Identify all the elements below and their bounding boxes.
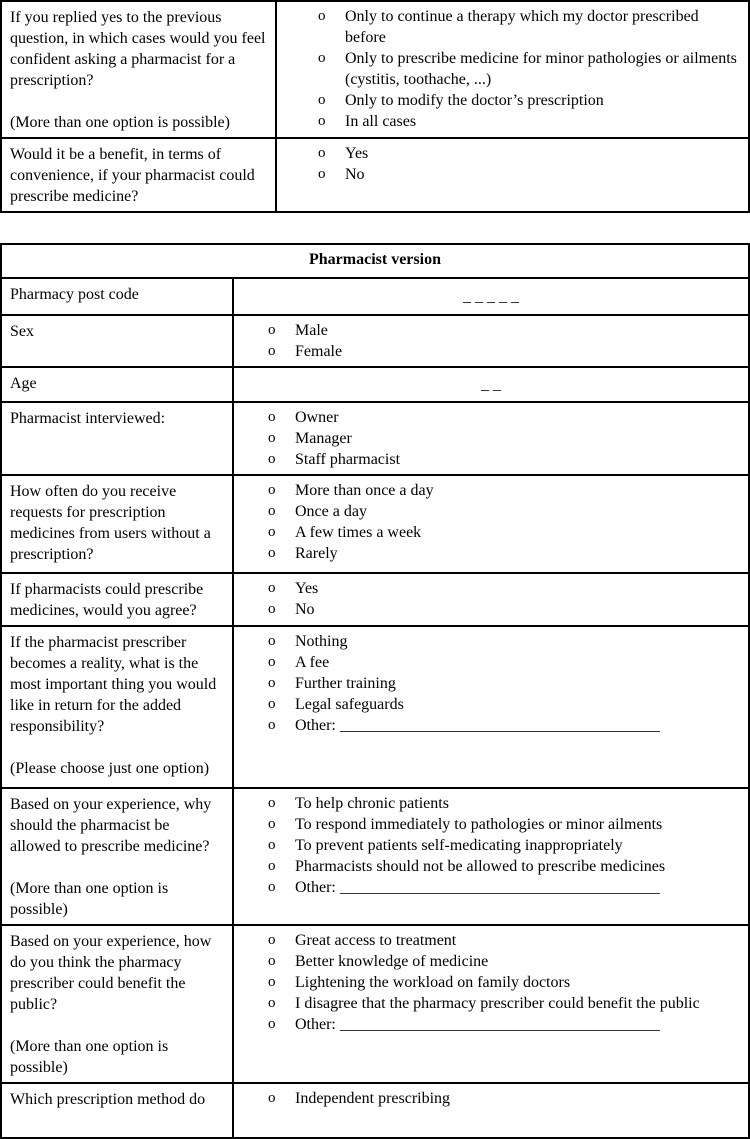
answer-option	[318, 48, 742, 90]
option-label: In all cases	[345, 113, 417, 130]
option-label: Manager	[295, 430, 352, 447]
option-label: No	[295, 601, 315, 618]
radio-bullet-icon: o	[268, 837, 276, 853]
question-text: Pharmacist interviewed:	[10, 410, 166, 427]
question-cell	[1, 573, 233, 626]
question-cell	[1, 788, 233, 925]
options-cell	[233, 315, 749, 367]
radio-bullet-icon: o	[268, 953, 276, 969]
question-note: (More than one option is possible)	[10, 1038, 169, 1076]
table-row	[1, 573, 749, 626]
answer-option	[268, 856, 742, 877]
answer-option	[268, 428, 742, 449]
radio-bullet-icon: o	[268, 601, 276, 617]
question-cell	[1, 925, 233, 1083]
radio-bullet-icon: o	[268, 430, 276, 446]
radio-bullet-icon: o	[268, 717, 276, 733]
question-cell	[1, 1, 276, 138]
answer-option	[268, 543, 742, 564]
table-row	[1, 278, 749, 315]
option-label: I disagree that the pharmacy prescriber could benefit the public	[295, 995, 700, 1012]
table-row	[1, 138, 749, 212]
radio-bullet-icon: o	[268, 1016, 276, 1032]
option-label: Nothing	[295, 633, 348, 650]
options-cell	[233, 788, 749, 925]
radio-bullet-icon: o	[268, 482, 276, 498]
radio-bullet-icon: o	[268, 545, 276, 561]
answer-option	[268, 793, 742, 814]
table-row	[1, 402, 749, 475]
option-label: No	[345, 166, 365, 183]
radio-bullet-icon: o	[268, 696, 276, 712]
question-text: If pharmacists could prescribe medicines, would you agree?	[10, 581, 204, 619]
option-label: Yes	[345, 145, 369, 162]
option-label: Pharmacists should not be allowed to prescribe medicines	[295, 858, 666, 875]
table-header-row	[1, 244, 749, 278]
answer-option	[268, 449, 742, 470]
question-text: Which prescription method do	[10, 1091, 206, 1108]
question-cell	[1, 1083, 233, 1138]
radio-bullet-icon: o	[268, 503, 276, 519]
question-cell	[1, 402, 233, 475]
option-label: Only to modify the doctor’s prescription	[345, 92, 604, 109]
table-row	[1, 315, 749, 367]
radio-bullet-icon: o	[268, 858, 276, 874]
question-text: Based on your experience, why should the pharmacist be allowed to prescribe medicine?	[10, 796, 212, 855]
options-cell	[233, 573, 749, 626]
option-label: Better knowledge of medicine	[295, 953, 489, 970]
radio-bullet-icon: o	[268, 1090, 276, 1106]
option-label: Staff pharmacist	[295, 451, 401, 468]
option-label: To prevent patients self-medicating inappropriately	[295, 837, 623, 854]
option-label: To help chronic patients	[295, 795, 449, 812]
answer-option	[318, 143, 742, 164]
option-label: Yes	[295, 580, 319, 597]
question-text: Would it be a benefit, in terms of convenience, if your pharmacist could prescribe medicine?	[10, 146, 255, 205]
answer-option	[268, 930, 742, 951]
answer-option	[318, 90, 742, 111]
table-title: Pharmacist version	[1, 244, 749, 278]
answer-option	[268, 480, 742, 501]
answer-option	[268, 320, 742, 341]
answer-cell	[233, 278, 749, 315]
radio-bullet-icon: o	[268, 995, 276, 1011]
answer-option	[268, 694, 742, 715]
table-row	[1, 626, 749, 788]
answer-option	[268, 877, 742, 898]
option-label: Other: ________________________________________	[295, 1016, 660, 1033]
radio-bullet-icon: o	[268, 675, 276, 691]
table-row	[1, 1083, 749, 1138]
table-row	[1, 1, 749, 138]
options-cell	[233, 925, 749, 1083]
option-label: Legal safeguards	[295, 696, 404, 713]
question-text: Sex	[10, 323, 34, 340]
radio-bullet-icon: o	[268, 795, 276, 811]
question-text: Based on your experience, how do you think the pharmacy prescriber could benefit the public?	[10, 933, 212, 1013]
answer-option	[268, 835, 742, 856]
question-cell	[1, 278, 233, 315]
answer-cell	[233, 367, 749, 402]
option-label: Great access to treatment	[295, 932, 457, 949]
option-label: Further training	[295, 675, 396, 692]
question-cell	[1, 626, 233, 788]
answer-option	[268, 715, 742, 736]
answer-option	[268, 631, 742, 652]
option-label: A fee	[295, 654, 330, 671]
question-text: How often do you receive requests for prescription medicines from users without a prescription?	[10, 483, 211, 563]
radio-bullet-icon: o	[268, 633, 276, 649]
radio-bullet-icon: o	[268, 816, 276, 832]
radio-bullet-icon: o	[268, 932, 276, 948]
question-cell	[1, 367, 233, 402]
radio-bullet-icon: o	[268, 322, 276, 338]
option-label: Lightening the workload on family doctors	[295, 974, 571, 991]
table-row	[1, 788, 749, 925]
option-label: Female	[295, 343, 343, 360]
option-label: A few times a week	[295, 524, 422, 541]
option-label: Independent prescribing	[295, 1090, 451, 1107]
question-text: If the pharmacist prescriber becomes a reality, what is the most important thing you would like in return for the added responsibility?	[10, 634, 217, 735]
question-note: (Please choose just one option)	[10, 760, 210, 777]
answer-option	[268, 341, 742, 362]
pharmacist-questionnaire-table	[0, 243, 750, 1139]
radio-bullet-icon: o	[268, 409, 276, 425]
option-label: Only to prescribe medicine for minor pathologies or ailments (cystitis, toothache, ...)	[345, 50, 737, 88]
radio-bullet-icon: o	[268, 654, 276, 670]
answer-option	[318, 111, 742, 132]
table-row	[1, 475, 749, 573]
answer-option	[268, 993, 742, 1014]
question-text: Age	[10, 375, 37, 392]
question-cell	[1, 315, 233, 367]
radio-bullet-icon: o	[268, 343, 276, 359]
answer-option	[268, 522, 742, 543]
option-label: Once a day	[295, 503, 367, 520]
answer-option	[318, 164, 742, 185]
blank-line: _ _	[481, 376, 501, 393]
option-label: Rarely	[295, 545, 338, 562]
options-cell	[233, 1083, 749, 1138]
option-label: More than once a day	[295, 482, 434, 499]
blank-line: _ _ _ _ _	[463, 288, 519, 305]
option-label: To respond immediately to pathologies or minor ailments	[295, 816, 663, 833]
answer-option	[268, 814, 742, 835]
answer-option	[268, 951, 742, 972]
answer-option	[268, 407, 742, 428]
answer-option	[268, 673, 742, 694]
table-row	[1, 925, 749, 1083]
option-label: Other: ________________________________________	[295, 879, 660, 896]
option-label: Only to continue a therapy which my doctor prescribed before	[345, 8, 699, 46]
table-spacer	[0, 213, 750, 243]
answer-option	[268, 501, 742, 522]
radio-bullet-icon: o	[318, 166, 326, 182]
answer-option	[268, 652, 742, 673]
question-note: (More than one option is possible)	[10, 880, 169, 918]
question-note: (More than one option is possible)	[10, 114, 230, 131]
options-cell	[233, 402, 749, 475]
radio-bullet-icon: o	[268, 451, 276, 467]
table-row	[1, 367, 749, 402]
options-cell	[233, 475, 749, 573]
answer-option	[268, 1088, 742, 1109]
option-label: Male	[295, 322, 328, 339]
options-cell	[276, 1, 749, 138]
radio-bullet-icon: o	[268, 524, 276, 540]
option-label: Other: ________________________________________	[295, 717, 660, 734]
answer-option	[268, 599, 742, 620]
options-cell	[276, 138, 749, 212]
radio-bullet-icon: o	[318, 8, 326, 24]
option-label: Owner	[295, 409, 339, 426]
answer-option	[268, 972, 742, 993]
question-cell	[1, 138, 276, 212]
question-cell	[1, 475, 233, 573]
radio-bullet-icon: o	[318, 145, 326, 161]
patient-questionnaire-table	[0, 0, 750, 213]
radio-bullet-icon: o	[318, 92, 326, 108]
answer-option	[268, 578, 742, 599]
radio-bullet-icon: o	[318, 50, 326, 66]
options-cell	[233, 626, 749, 788]
radio-bullet-icon: o	[268, 879, 276, 895]
radio-bullet-icon: o	[268, 974, 276, 990]
answer-option	[268, 1014, 742, 1035]
radio-bullet-icon: o	[268, 580, 276, 596]
answer-option	[318, 6, 742, 48]
radio-bullet-icon: o	[318, 113, 326, 129]
question-text: If you replied yes to the previous question, in which cases would you feel confident asking a pharmacist for a prescription?	[10, 9, 266, 89]
question-text: Pharmacy post code	[10, 286, 139, 303]
